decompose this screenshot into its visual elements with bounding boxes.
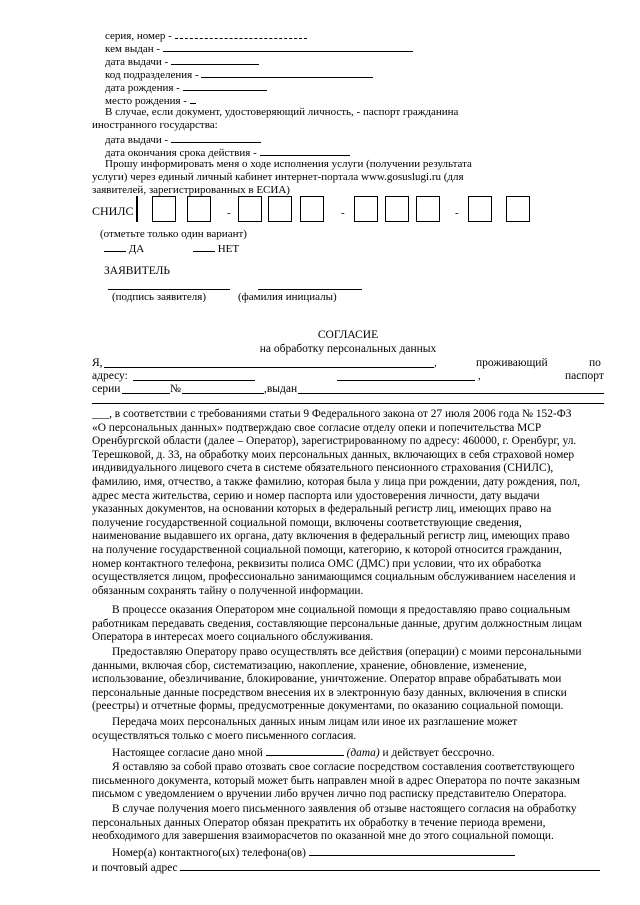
- consent-title: СОГЛАСИЕ: [317, 329, 379, 341]
- consent-issued-line-2[interactable]: [92, 403, 604, 404]
- snils-box[interactable]: [136, 196, 144, 222]
- consent-para2: В процессе оказания Оператором мне социальной помощи я предоставляю право социальным работникам передавать сведения, составляющие персональные данные, другим должностным лицам Оператора в интересах моего социального обслуживания.: [92, 604, 582, 644]
- passport-label: паспорт: [565, 370, 604, 382]
- notify-line1: Прошу информировать меня о ходе исполнения услуги (получении результата: [105, 158, 472, 170]
- no-checkbox[interactable]: [193, 241, 215, 252]
- signature-line[interactable]: [108, 289, 230, 290]
- snils-box[interactable]: [187, 196, 211, 222]
- ya-label: Я,: [92, 357, 103, 369]
- division-code-row: код подразделения -: [105, 67, 373, 82]
- snils-label: СНИЛС: [92, 204, 134, 218]
- foreign-expiry-row: дата окончания срока действия -: [105, 145, 350, 160]
- address-line-1[interactable]: [133, 380, 255, 381]
- choice-hint: (отметьте только один вариант): [100, 228, 247, 240]
- po-label: по: [589, 357, 601, 369]
- series-number-row: серия, номер -: [105, 28, 307, 43]
- issue-date-row: дата выдачи -: [105, 54, 259, 69]
- snils-box[interactable]: [300, 196, 324, 222]
- birth-place-field[interactable]: [190, 93, 196, 104]
- phones-row: Номер(а) контактного(ых) телефона(ов): [112, 845, 515, 860]
- foreign-line1: В случае, если документ, удостоверяющий личность, - паспорт гражданина: [105, 106, 459, 118]
- snils-box[interactable]: [416, 196, 440, 222]
- snils-box[interactable]: [385, 196, 409, 222]
- birth-date-row: дата рождения -: [105, 80, 267, 95]
- birth-place-row: место рождения -: [105, 93, 196, 108]
- issued-by-row: кем выдан -: [105, 41, 413, 56]
- phones-field[interactable]: [309, 845, 515, 856]
- snils-dash: -: [227, 207, 231, 219]
- number-label: №: [170, 383, 181, 395]
- snils-box[interactable]: [354, 196, 378, 222]
- consent-date-field[interactable]: [266, 745, 344, 756]
- notify-line3: заявителей, зарегистрированных в ЕСИА): [92, 184, 290, 196]
- yes-checkbox[interactable]: [104, 241, 126, 252]
- postal-row: и почтовый адрес: [92, 860, 600, 875]
- postal-field[interactable]: [180, 860, 600, 871]
- consent-para1: ___, в соответствии с требованиями статьи 9 Федерального закона от 27 июля 2006 года № 152-ФЗ «О персональных данных» подтверждаю свое согласие отделу опеки и попечительства МСР Оренбургской области (далее – Оператор), зарегистрированному по адресу: 460000, г. Оренбург, ул. Терешковой, д. 33, на обработку моих персональных данных, включающих в себя страховой номер индивидуального лицевого счета в системе обязательного пенсионного страхования (СНИЛС), фамилию, имя, отчество, а также фамилию, которая была у лица при рождении, дату рождения, пол, адрес места жительства, серию и номер паспорта или удостоверения личности, дату выдачи указанных документов, на основании которых в федеральный регистр лиц, имеющих право на получение государственной социальной помощи, включены соответствующие сведения, наименование выдавшего их органа, дату включения в федеральный регистр лиц, имеющих право на получение государственной социальной помощи, категорию, к которой относится гражданин, номер контактного телефона, реквизиты полиса ОМС (ДМС) при условии, что их обработка осуществляется лицом, профессионально занимающимся социальным обслуживанием населения и обязанным сохранять тайну о полученной информации.: [92, 408, 581, 597]
- foreign-issue-date-field[interactable]: [171, 132, 261, 143]
- consent-issued-line[interactable]: [298, 393, 604, 394]
- name-line[interactable]: [258, 289, 362, 290]
- consent-para5: Настоящее согласие дано мной (дата) и действует бессрочно.: [112, 747, 495, 759]
- foreign-line2: иностранного государства:: [92, 119, 218, 131]
- issue-date-field[interactable]: [171, 54, 259, 65]
- address-label: адресу:: [92, 370, 128, 382]
- snils-dash: -: [455, 207, 459, 219]
- consent-para6: Я оставляю за собой право отозвать свое согласие посредством составления соответствующего письменного документа, который может быть направлен мной в адрес Оператора по почте заказным письмом с уведомлением о вручении либо вручен лично под расписку представителю Оператора.: [92, 761, 581, 801]
- foreign-issue-date-row: дата выдачи -: [105, 132, 261, 147]
- name-caption: (фамилия инициалы): [238, 291, 337, 303]
- snils-box[interactable]: [152, 196, 176, 222]
- snils-box[interactable]: [238, 196, 262, 222]
- series-label: серии: [92, 383, 121, 395]
- consent-number-line[interactable]: [182, 393, 264, 394]
- residing-label: проживающий: [476, 357, 548, 369]
- issued-label: ,выдан: [264, 383, 298, 395]
- snils-box[interactable]: [268, 196, 292, 222]
- snils-dash: -: [341, 207, 345, 219]
- consent-para7: В случае получения моего письменного заявления об отзыве настоящего согласия на обработку персональных данных Оператор обязан прекратить их обработку в течение периода времени, необходимого для завершения взаиморасчетов по оказанной мне до этого социальной помощи.: [92, 803, 577, 843]
- consent-para4: Передача моих персональных данных иным лицам или иное их разглашение может осуществляться только с моего письменного согласия.: [92, 716, 518, 742]
- fullname-line[interactable]: [104, 367, 434, 368]
- issued-by-field[interactable]: [163, 41, 413, 52]
- consent-series-line[interactable]: [122, 393, 170, 394]
- snils-box[interactable]: [468, 196, 492, 222]
- consent-subtitle: на обработку персональных данных: [259, 343, 437, 355]
- consent-para3: Предоставляю Оператору право осуществлять все действия (операции) с моими персональными данными, включая сбор, систематизацию, накопление, хранение, обновление, изменение, использование, обезличивание, блокирование, уничтожение. Оператор вправе обрабатывать мои персональные данные посредством внесения их в электронную базу данных, включения в списки (реестры) и отчетные формы, предусмотренные документами, по оказанию социальной помощи.: [92, 646, 582, 713]
- foreign-expiry-field[interactable]: [260, 145, 350, 156]
- birth-date-field[interactable]: [183, 80, 267, 91]
- applicant-title: ЗАЯВИТЕЛЬ: [104, 265, 171, 277]
- choice-row: ДА НЕТ: [104, 241, 239, 256]
- division-code-field[interactable]: [201, 67, 373, 78]
- series-number-field[interactable]: [175, 28, 307, 39]
- address-line-2[interactable]: [337, 380, 475, 381]
- signature-caption: (подпись заявителя): [112, 291, 207, 303]
- snils-box[interactable]: [506, 196, 530, 222]
- notify-line2: услуги) через единый личный кабинет интернет-портала www.gosuslugi.ru (для: [92, 171, 464, 183]
